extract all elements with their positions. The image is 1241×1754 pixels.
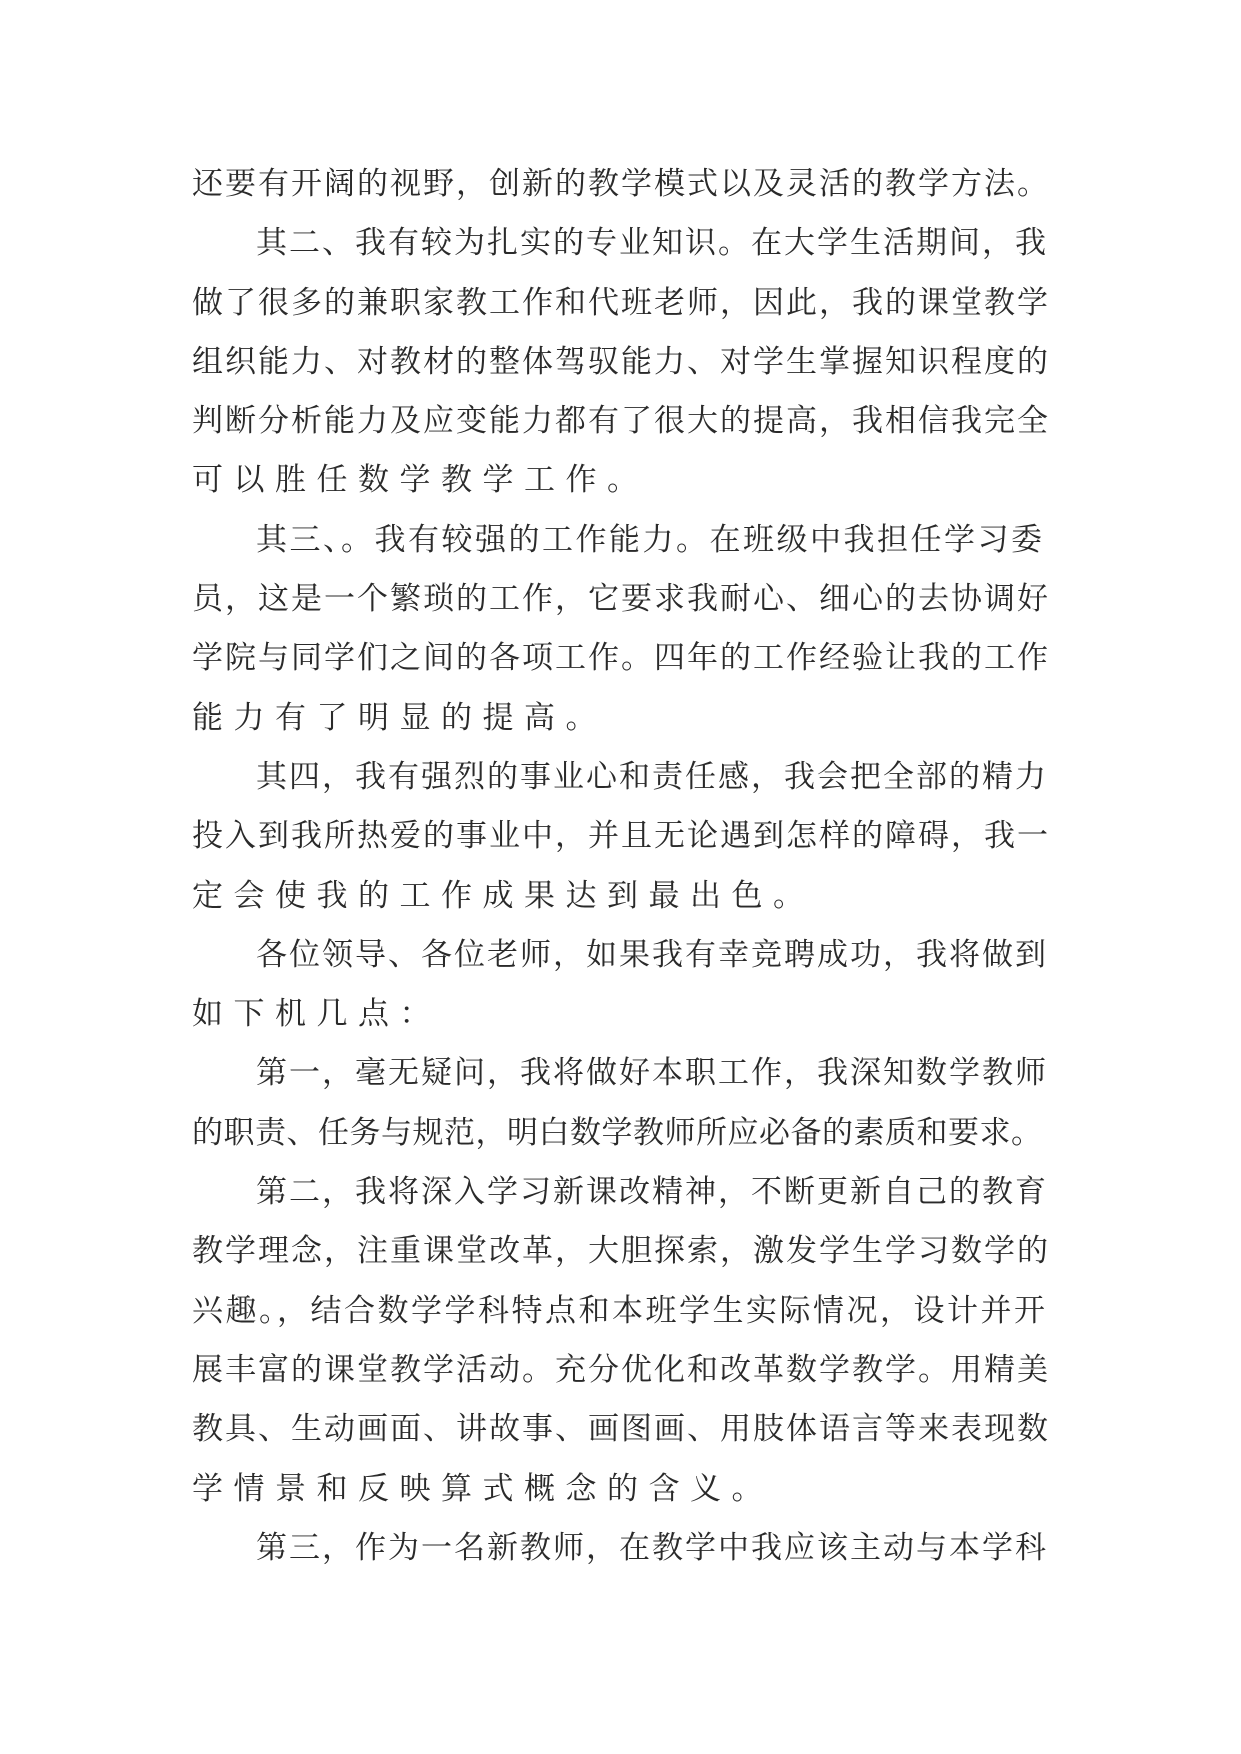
text-line: 做了很多的兼职家教工作和代班老师，因此，我的课堂教学 — [192, 284, 1050, 321]
text-line: 员，这是一个繁琐的工作，它要求我耐心、细心的去协调好 — [192, 581, 1050, 618]
text-line: 展丰富的课堂教学活动。充分优化和改革数学教学。用精美 — [192, 1351, 1050, 1388]
text-line: 能力有了明显的提高。 — [192, 699, 607, 736]
paragraph-start-line: 各位领导、各位老师，如果我有幸竞聘成功，我将做到 — [256, 936, 1048, 973]
paragraph-start-line: 第二，我将深入学习新课改精神，不断更新自己的教育 — [256, 1174, 1048, 1211]
paragraph-start-line: 其二、我有较为扎实的专业知识。在大学生活期间，我 — [256, 225, 1048, 262]
text-line: 还要有开阔的视野，创新的教学模式以及灵活的教学方法。 — [192, 166, 1050, 202]
text-line: 判断分析能力及应变能力都有了很大的提高，我相信我完全 — [192, 403, 1050, 440]
document-body — [192, 155, 1052, 1578]
paragraph-start-line: 其三、。我有较强的工作能力。在班级中我担任学习委 — [256, 521, 1045, 558]
text-line: 定会使我的工作成果达到最出色。 — [192, 877, 815, 914]
text-line: 组织能力、对教材的整体驾驭能力、对学生掌握知识程度的 — [192, 343, 1050, 380]
text-line: 的职责、任务与规范，明白数学教师所应必备的素质和要求。 — [192, 1114, 1043, 1151]
text-line: 学院与同学们之间的各项工作。四年的工作经验让我的工作 — [192, 640, 1050, 677]
paragraph-start-line: 其四，我有强烈的事业心和责任感，我会把全部的精力 — [256, 758, 1048, 795]
text-line: 投入到我所热爱的事业中，并且无论遇到怎样的障碍，我一 — [192, 818, 1050, 855]
paragraph-start-line: 第一，毫无疑问，我将做好本职工作，我深知数学教师 — [256, 1055, 1048, 1092]
paragraph-start-line: 第三，作为一名新教师，在教学中我应该主动与本学科 — [256, 1529, 1048, 1566]
text-line: 如下机几点： — [192, 996, 441, 1033]
text-line: 可以胜任数学教学工作。 — [192, 462, 649, 499]
text-line: 学情景和反映算式概念的含义。 — [192, 1470, 773, 1507]
text-line: 教具、生动画面、讲故事、画图画、用肢体语言等来表现数 — [192, 1411, 1050, 1448]
text-line: 兴趣。，结合数学学科特点和本班学生实际情况，设计并开 — [192, 1292, 1048, 1329]
text-line: 教学理念，注重课堂改革，大胆探索，激发学生学习数学的 — [192, 1233, 1050, 1270]
